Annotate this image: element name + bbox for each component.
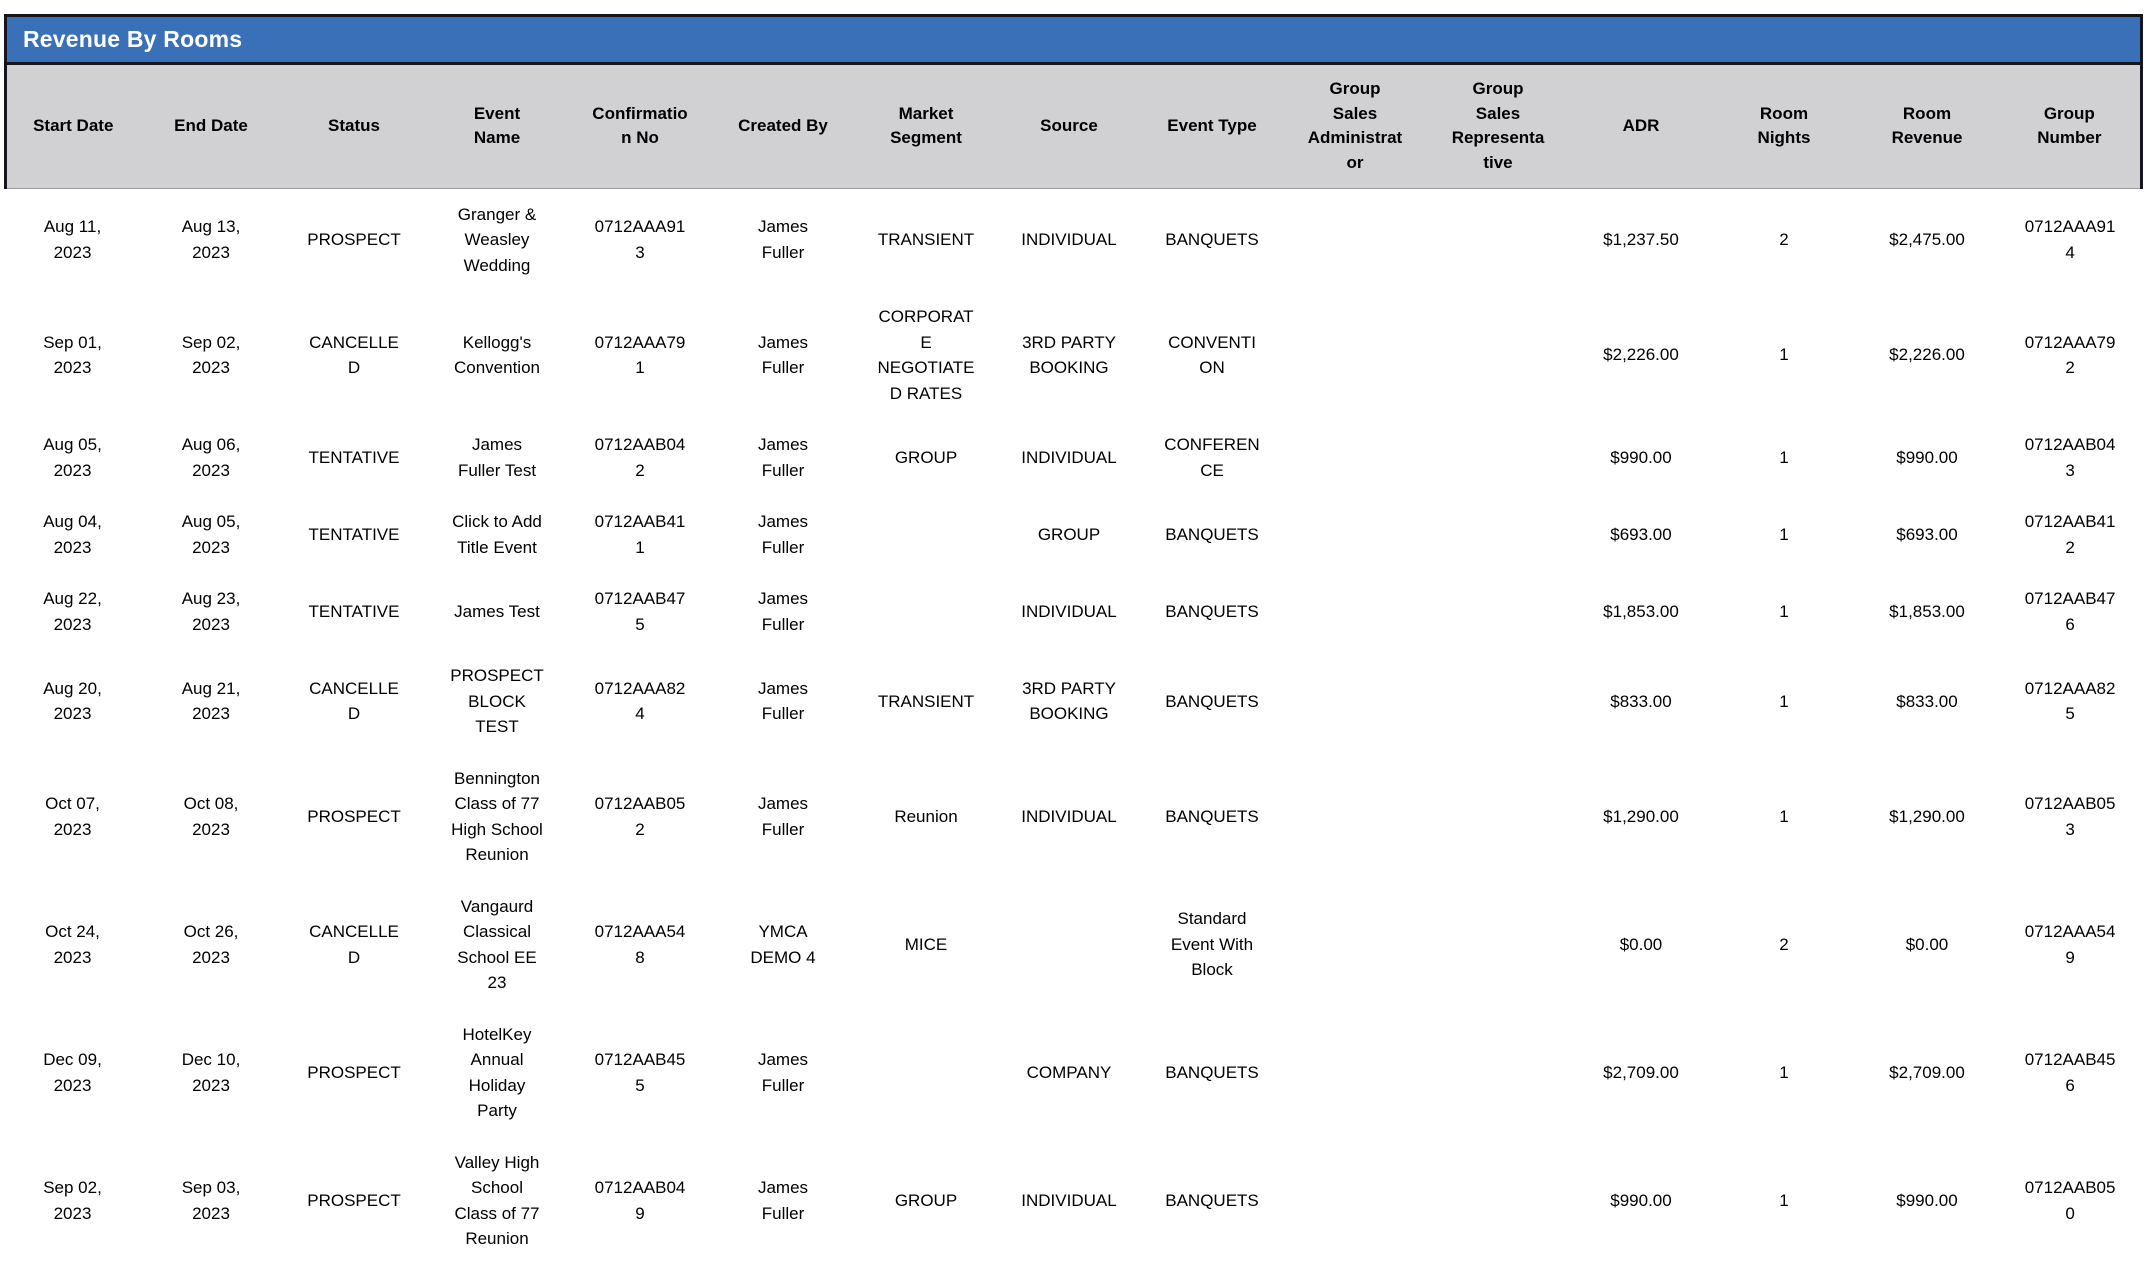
table-cell: 0712AAA548 <box>569 881 712 1009</box>
table-cell: Aug 23, 2023 <box>140 573 283 650</box>
table-cell: GROUP <box>855 419 998 496</box>
table-cell: TENTATIVE <box>283 419 426 496</box>
table-cell: $2,226.00 <box>1856 291 1999 419</box>
column-header: Room Nights <box>1713 64 1856 189</box>
table-cell: 0712AAA791 <box>569 291 712 419</box>
table-cell: BANQUETS <box>1141 1009 1284 1137</box>
table-cell <box>1427 881 1570 1009</box>
table-cell: James Fuller <box>712 419 855 496</box>
table-cell: $2,709.00 <box>1570 1009 1713 1137</box>
table-row[interactable] <box>6 1009 2142 1137</box>
column-header: Event Name <box>426 64 569 189</box>
table-cell: 0712AAB411 <box>569 496 712 573</box>
table-cell: 1 <box>1713 1137 1856 1265</box>
table-cell: 0712AAA549 <box>1999 881 2142 1009</box>
table-cell <box>1427 650 1570 753</box>
table-cell: 1 <box>1713 753 1856 881</box>
table-row[interactable] <box>6 650 2142 753</box>
table-row[interactable] <box>6 1137 2142 1265</box>
table-cell: Dec 10, 2023 <box>140 1009 283 1137</box>
table-cell: $990.00 <box>1570 1137 1713 1265</box>
column-header: Group Sales Representative <box>1427 64 1570 189</box>
table-cell <box>1427 496 1570 573</box>
column-header: Group Sales Administrator <box>1284 64 1427 189</box>
report-body <box>6 188 2142 1265</box>
table-cell: 0712AAB455 <box>569 1009 712 1137</box>
table-cell <box>1284 573 1427 650</box>
table-cell: $2,475.00 <box>1856 188 1999 291</box>
table-cell: Sep 02, 2023 <box>140 291 283 419</box>
table-cell: TENTATIVE <box>283 573 426 650</box>
table-cell: James Fuller <box>712 573 855 650</box>
table-cell <box>855 1009 998 1137</box>
table-cell: 0712AAB412 <box>1999 496 2142 573</box>
table-cell <box>855 496 998 573</box>
table-cell: Granger & Weasley Wedding <box>426 188 569 291</box>
table-cell: CANCELLED <box>283 881 426 1009</box>
table-cell: Oct 24, 2023 <box>6 881 140 1009</box>
table-cell: 1 <box>1713 650 1856 753</box>
table-cell: Vangaurd Classical School EE 23 <box>426 881 569 1009</box>
table-cell: 0712AAB053 <box>1999 753 2142 881</box>
table-cell: BANQUETS <box>1141 188 1284 291</box>
column-header: Event Type <box>1141 64 1284 189</box>
table-cell: PROSPECT <box>283 753 426 881</box>
table-cell: BANQUETS <box>1141 1137 1284 1265</box>
report-title: Revenue By Rooms <box>6 16 2142 64</box>
table-cell: 2 <box>1713 188 1856 291</box>
table-cell: Oct 08, 2023 <box>140 753 283 881</box>
column-header: Source <box>998 64 1141 189</box>
table-cell <box>1427 291 1570 419</box>
table-cell: 0712AAB043 <box>1999 419 2142 496</box>
table-cell: 1 <box>1713 496 1856 573</box>
table-cell: 0712AAB475 <box>569 573 712 650</box>
table-cell <box>1427 419 1570 496</box>
table-cell: CANCELLED <box>283 291 426 419</box>
table-cell: Aug 04, 2023 <box>6 496 140 573</box>
table-cell: $1,853.00 <box>1570 573 1713 650</box>
table-cell: CONFERENCE <box>1141 419 1284 496</box>
table-cell <box>1284 419 1427 496</box>
table-cell: Click to Add Title Event <box>426 496 569 573</box>
table-cell: Oct 07, 2023 <box>6 753 140 881</box>
column-header: Confirmation No <box>569 64 712 189</box>
table-cell: INDIVIDUAL <box>998 573 1141 650</box>
table-cell <box>1427 1137 1570 1265</box>
table-cell <box>1427 188 1570 291</box>
table-cell: Kellogg's Convention <box>426 291 569 419</box>
table-cell <box>1284 291 1427 419</box>
table-cell <box>1284 1137 1427 1265</box>
table-cell: BANQUETS <box>1141 573 1284 650</box>
table-cell: Aug 06, 2023 <box>140 419 283 496</box>
table-cell: INDIVIDUAL <box>998 188 1141 291</box>
table-cell: $693.00 <box>1570 496 1713 573</box>
table-cell: $990.00 <box>1856 1137 1999 1265</box>
table-cell: HotelKey Annual Holiday Party <box>426 1009 569 1137</box>
table-row[interactable] <box>6 573 2142 650</box>
table-cell: 3RD PARTY BOOKING <box>998 650 1141 753</box>
column-header: Group Number <box>1999 64 2142 189</box>
table-cell: MICE <box>855 881 998 1009</box>
table-cell: James Fuller <box>712 753 855 881</box>
table-cell: 1 <box>1713 291 1856 419</box>
table-cell: Aug 13, 2023 <box>140 188 283 291</box>
table-cell: James Fuller <box>712 1137 855 1265</box>
table-cell: GROUP <box>855 1137 998 1265</box>
title-bar <box>6 16 2142 64</box>
table-cell: Reunion <box>855 753 998 881</box>
table-cell: 0712AAB050 <box>1999 1137 2142 1265</box>
table-cell: TRANSIENT <box>855 188 998 291</box>
table-cell: James Test <box>426 573 569 650</box>
table-cell: Aug 05, 2023 <box>6 419 140 496</box>
table-cell <box>855 573 998 650</box>
table-row[interactable] <box>6 419 2142 496</box>
table-cell: Standard Event With Block <box>1141 881 1284 1009</box>
table-cell: 1 <box>1713 573 1856 650</box>
table-cell: $0.00 <box>1856 881 1999 1009</box>
table-cell <box>1284 753 1427 881</box>
table-cell: James Fuller <box>712 496 855 573</box>
table-cell <box>1284 881 1427 1009</box>
table-cell: 2 <box>1713 881 1856 1009</box>
table-cell: BANQUETS <box>1141 753 1284 881</box>
table-cell <box>1284 188 1427 291</box>
table-cell: Sep 02, 2023 <box>6 1137 140 1265</box>
table-cell: Aug 11, 2023 <box>6 188 140 291</box>
column-header: Created By <box>712 64 855 189</box>
table-row[interactable] <box>6 881 2142 1009</box>
table-cell: TRANSIENT <box>855 650 998 753</box>
table-cell: GROUP <box>998 496 1141 573</box>
table-cell: 0712AAA792 <box>1999 291 2142 419</box>
table-cell: CORPORATE NEGOTIATED RATES <box>855 291 998 419</box>
table-cell: TENTATIVE <box>283 496 426 573</box>
column-header: End Date <box>140 64 283 189</box>
table-cell: $1,853.00 <box>1856 573 1999 650</box>
table-cell: BANQUETS <box>1141 496 1284 573</box>
table-cell: $1,290.00 <box>1856 753 1999 881</box>
table-cell <box>1427 573 1570 650</box>
table-cell: 0712AAB042 <box>569 419 712 496</box>
table-cell: $833.00 <box>1570 650 1713 753</box>
table-cell: Aug 20, 2023 <box>6 650 140 753</box>
table-cell: Valley High School Class of 77 Reunion <box>426 1137 569 1265</box>
table-cell: 0712AAA914 <box>1999 188 2142 291</box>
table-cell: Sep 01, 2023 <box>6 291 140 419</box>
table-cell: $693.00 <box>1856 496 1999 573</box>
table-cell: YMCA DEMO 4 <box>712 881 855 1009</box>
table-cell: CANCELLED <box>283 650 426 753</box>
table-cell: James Fuller <box>712 291 855 419</box>
table-cell: 0712AAB049 <box>569 1137 712 1265</box>
table-cell: 1 <box>1713 1009 1856 1137</box>
table-cell: INDIVIDUAL <box>998 753 1141 881</box>
table-cell <box>1427 1009 1570 1137</box>
table-cell: $833.00 <box>1856 650 1999 753</box>
table-cell: $1,290.00 <box>1570 753 1713 881</box>
column-header: Start Date <box>6 64 140 189</box>
table-cell: $990.00 <box>1856 419 1999 496</box>
table-cell: 0712AAB052 <box>569 753 712 881</box>
table-cell: Aug 22, 2023 <box>6 573 140 650</box>
table-cell: James Fuller Test <box>426 419 569 496</box>
table-cell: 3RD PARTY BOOKING <box>998 291 1141 419</box>
table-cell: James Fuller <box>712 188 855 291</box>
table-row[interactable] <box>6 496 2142 573</box>
table-cell <box>1284 496 1427 573</box>
table-cell: $1,237.50 <box>1570 188 1713 291</box>
table-cell: Aug 21, 2023 <box>140 650 283 753</box>
column-header: ADR <box>1570 64 1713 189</box>
column-header: Status <box>283 64 426 189</box>
table-cell: Bennington Class of 77 High School Reunion <box>426 753 569 881</box>
column-header: Market Segment <box>855 64 998 189</box>
table-cell: CONVENTION <box>1141 291 1284 419</box>
table-cell <box>1284 1009 1427 1137</box>
table-cell: Oct 26, 2023 <box>140 881 283 1009</box>
column-header-row <box>6 64 2142 189</box>
table-cell: PROSPECT BLOCK TEST <box>426 650 569 753</box>
column-header: Room Revenue <box>1856 64 1999 189</box>
revenue-by-rooms-report <box>4 14 2143 1265</box>
table-row[interactable] <box>6 291 2142 419</box>
table-cell: Sep 03, 2023 <box>140 1137 283 1265</box>
table-cell: $2,226.00 <box>1570 291 1713 419</box>
table-cell: INDIVIDUAL <box>998 1137 1141 1265</box>
table-cell: Dec 09, 2023 <box>6 1009 140 1137</box>
table-cell: PROSPECT <box>283 188 426 291</box>
table-row[interactable] <box>6 188 2142 291</box>
table-cell <box>1427 753 1570 881</box>
table-cell: BANQUETS <box>1141 650 1284 753</box>
table-cell: 0712AAA824 <box>569 650 712 753</box>
table-cell: Aug 05, 2023 <box>140 496 283 573</box>
table-cell: $2,709.00 <box>1856 1009 1999 1137</box>
table-cell: James Fuller <box>712 1009 855 1137</box>
table-row[interactable] <box>6 753 2142 881</box>
table-cell: INDIVIDUAL <box>998 419 1141 496</box>
table-cell: PROSPECT <box>283 1137 426 1265</box>
table-cell: 0712AAB476 <box>1999 573 2142 650</box>
table-cell: $990.00 <box>1570 419 1713 496</box>
table-cell: 1 <box>1713 419 1856 496</box>
table-cell: 0712AAB456 <box>1999 1009 2142 1137</box>
table-cell: COMPANY <box>998 1009 1141 1137</box>
table-cell: 0712AAA825 <box>1999 650 2142 753</box>
table-cell <box>1284 650 1427 753</box>
table-cell: PROSPECT <box>283 1009 426 1137</box>
table-cell: 0712AAA913 <box>569 188 712 291</box>
table-cell: James Fuller <box>712 650 855 753</box>
table-cell <box>998 881 1141 1009</box>
table-cell: $0.00 <box>1570 881 1713 1009</box>
